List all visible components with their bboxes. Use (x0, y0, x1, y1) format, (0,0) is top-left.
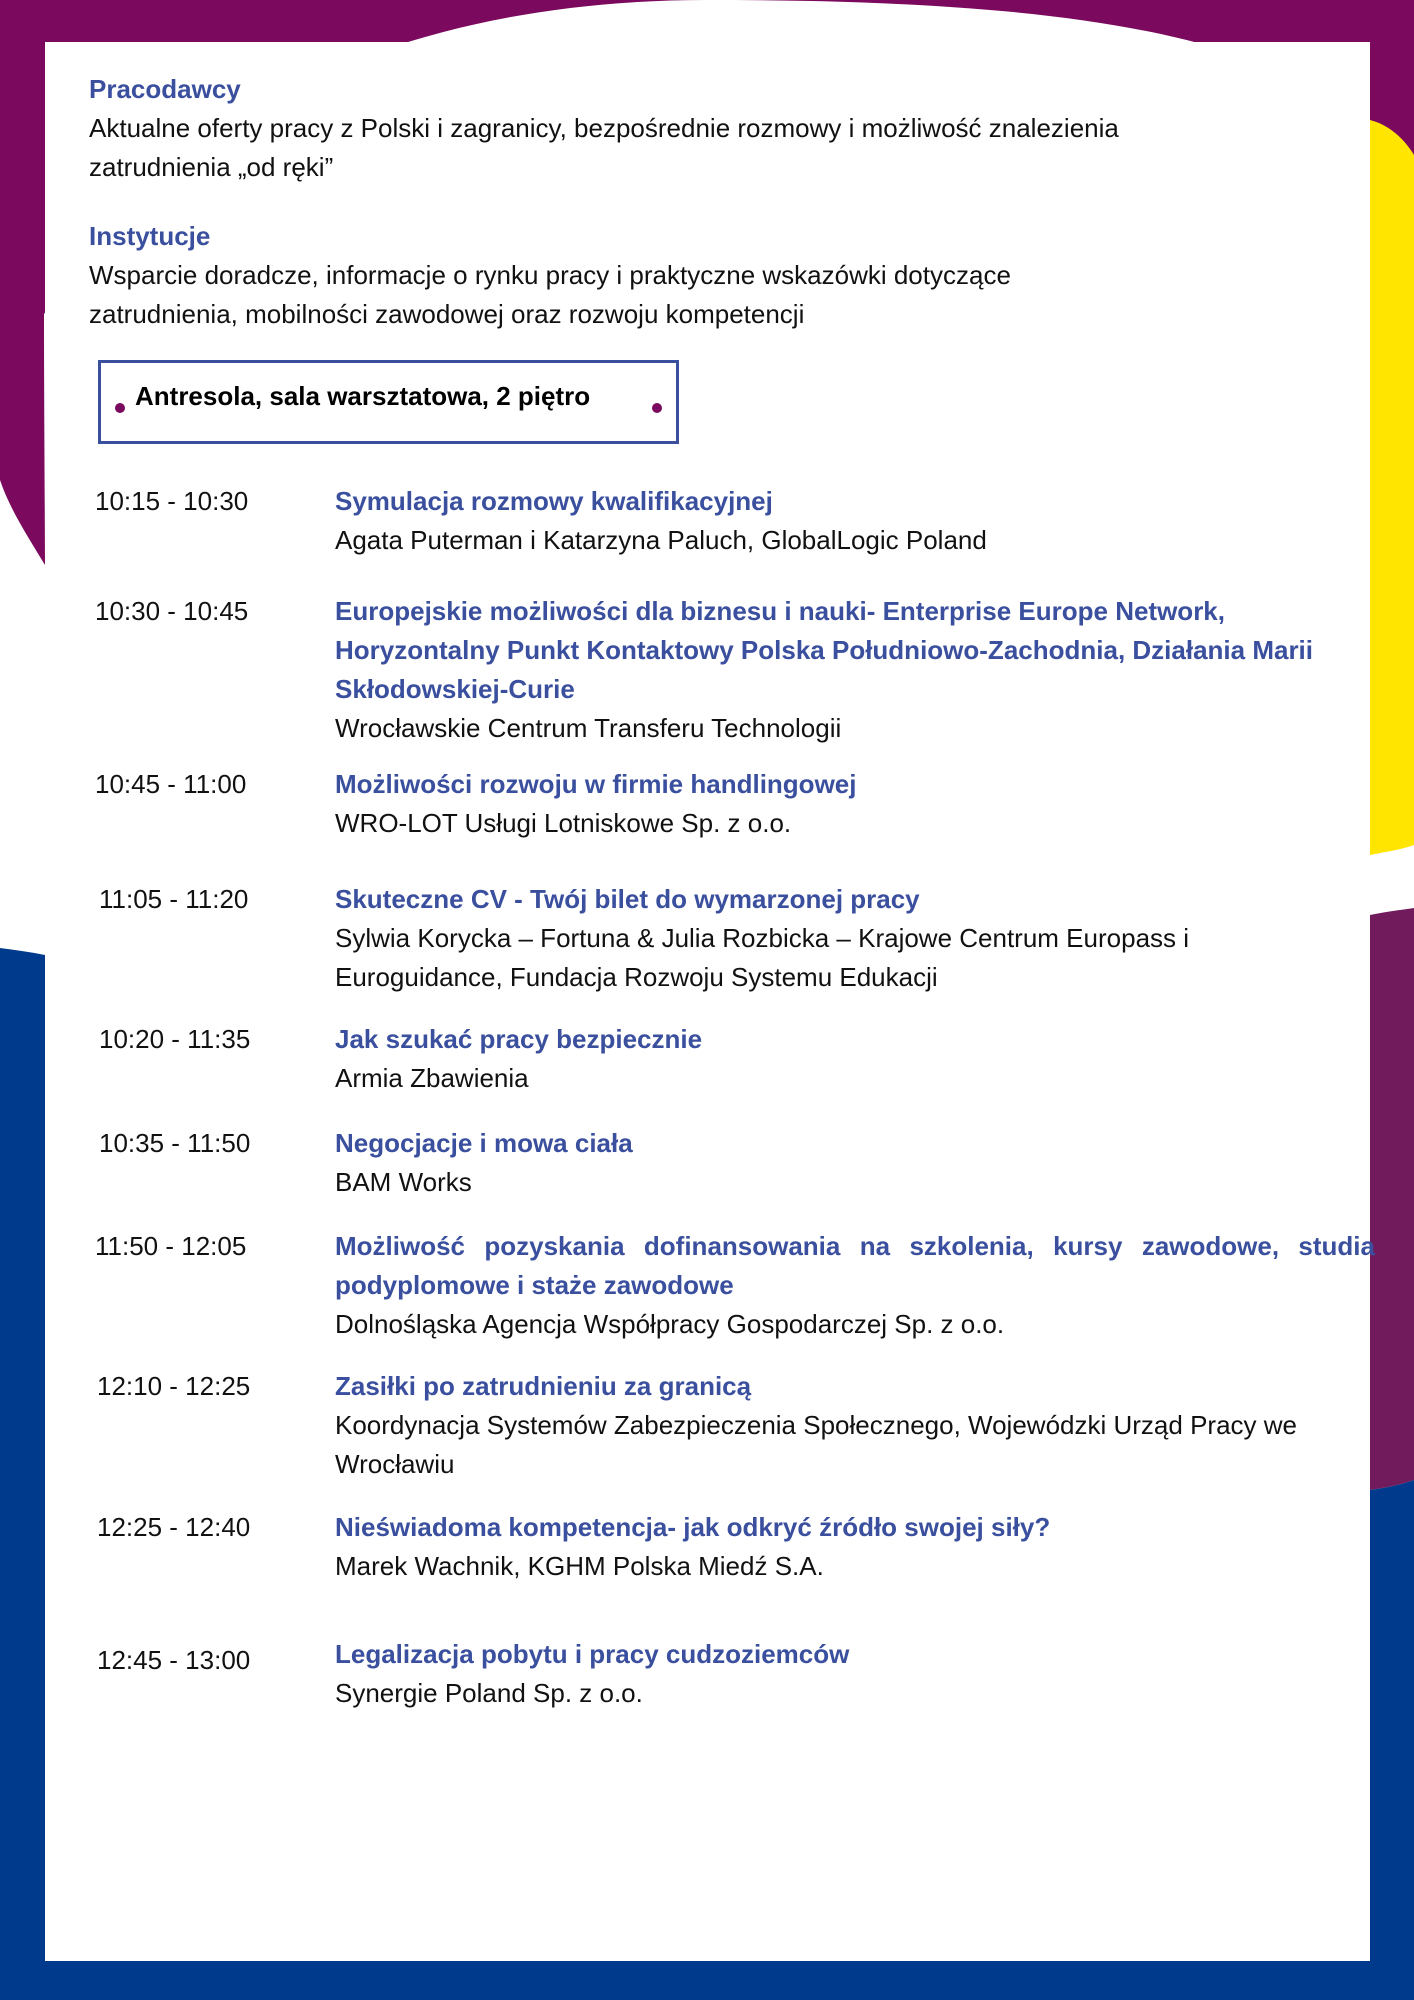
agenda-title: Skuteczne CV - Twój bilet do wymarzonej pracy (335, 884, 920, 914)
location-box (98, 360, 679, 444)
agenda-title: Europejskie możliwości dla biznesu i nauki- Enterprise Europe Network, Horyzontalny Punkt Kontaktowy Polska Południowo-Zachodnia, Działania Marii Skłodowskiej-Curie (335, 596, 1314, 704)
intro-section-employers (89, 70, 1229, 187)
agenda-time: 10:15 - 10:30 (95, 486, 249, 516)
agenda-speaker: Sylwia Korycka – Fortuna & Julia Rozbicka – Krajowe Centrum Europass i Euroguidance, Fundacja Rozwoju Systemu Edukacji (335, 923, 1190, 992)
agenda-title: Jak szukać pracy bezpiecznie (335, 1024, 703, 1054)
agenda-time: 10:35 - 11:50 (99, 1128, 251, 1158)
bullet-dot-icon (652, 403, 662, 413)
agenda-time: 10:45 - 11:00 (95, 769, 247, 799)
agenda-speaker: Synergie Poland Sp. z o.o. (335, 1678, 643, 1708)
blue-right-shape (1370, 1480, 1414, 2000)
agenda-title: Nieświadoma kompetencja- jak odkryć źródło swojej siły? (335, 1512, 1051, 1542)
agenda-speaker: Armia Zbawienia (335, 1063, 529, 1093)
purple-right-band-shape (1370, 908, 1414, 1490)
agenda-title: Negocjacje i mowa ciała (335, 1128, 633, 1158)
section-title-employers: Pracodawcy (89, 74, 241, 104)
agenda-time: 12:45 - 13:00 (97, 1645, 251, 1675)
agenda-time: 10:20 - 11:35 (99, 1024, 251, 1054)
agenda-speaker: BAM Works (335, 1167, 472, 1197)
agenda-title: Legalizacja pobytu i pracy cudzoziemców (335, 1639, 850, 1669)
bullet-dot-icon (115, 403, 125, 413)
agenda-speaker: Koordynacja Systemów Zabezpieczenia Społecznego, Wojewódzki Urząd Pracy we Wrocławiu (335, 1410, 1297, 1479)
blue-bottom-band (0, 1961, 1414, 2000)
agenda-time: 11:05 - 11:20 (99, 884, 249, 914)
blue-left-shape (0, 948, 45, 2000)
agenda-title: Zasiłki po zatrudnieniu za granicą (335, 1371, 752, 1401)
agenda-title: Możliwość pozyskania dofinansowania na szkolenia, kursy zawodowe, studia podyplomowe i staże zawodowe (335, 1231, 1375, 1300)
agenda-speaker: Agata Puterman i Katarzyna Paluch, GlobalLogic Poland (335, 525, 987, 555)
agenda-speaker: Wrocławskie Centrum Transferu Technologii (335, 713, 842, 743)
agenda-time: 12:25 - 12:40 (97, 1512, 251, 1542)
section-title-institutions: Instytucje (89, 221, 211, 251)
agenda-speaker: Marek Wachnik, KGHM Polska Miedź S.A. (335, 1551, 824, 1581)
intro-section-institutions (89, 217, 1109, 334)
section-text-employers: Aktualne oferty pracy z Polski i zagranicy, bezpośrednie rozmowy i możliwość znalezienia zatrudnienia „od ręki” (89, 113, 1119, 182)
agenda-time: 12:10 - 12:25 (97, 1371, 251, 1401)
content-panel (45, 42, 1375, 1961)
agenda-time: 11:50 - 12:05 (95, 1231, 247, 1261)
agenda-title: Symulacja rozmowy kwalifikacyjnej (335, 486, 773, 516)
agenda-speaker: Dolnośląska Agencja Współpracy Gospodarczej Sp. z o.o. (335, 1309, 1005, 1339)
agenda-title: Możliwości rozwoju w firmie handlingowej (335, 769, 857, 799)
agenda-time: 10:30 - 10:45 (95, 596, 249, 626)
section-text-institutions: Wsparcie doradcze, informacje o rynku pracy i praktyczne wskazówki dotyczące zatrudnienia, mobilności zawodowej oraz rozwoju kompetencji (89, 260, 1011, 329)
agenda-speaker: WRO-LOT Usługi Lotniskowe Sp. z o.o. (335, 808, 792, 838)
yellow-band-shape (1370, 120, 1414, 855)
location-label: Antresola, sala warsztatowa, 2 piętro (135, 381, 591, 411)
